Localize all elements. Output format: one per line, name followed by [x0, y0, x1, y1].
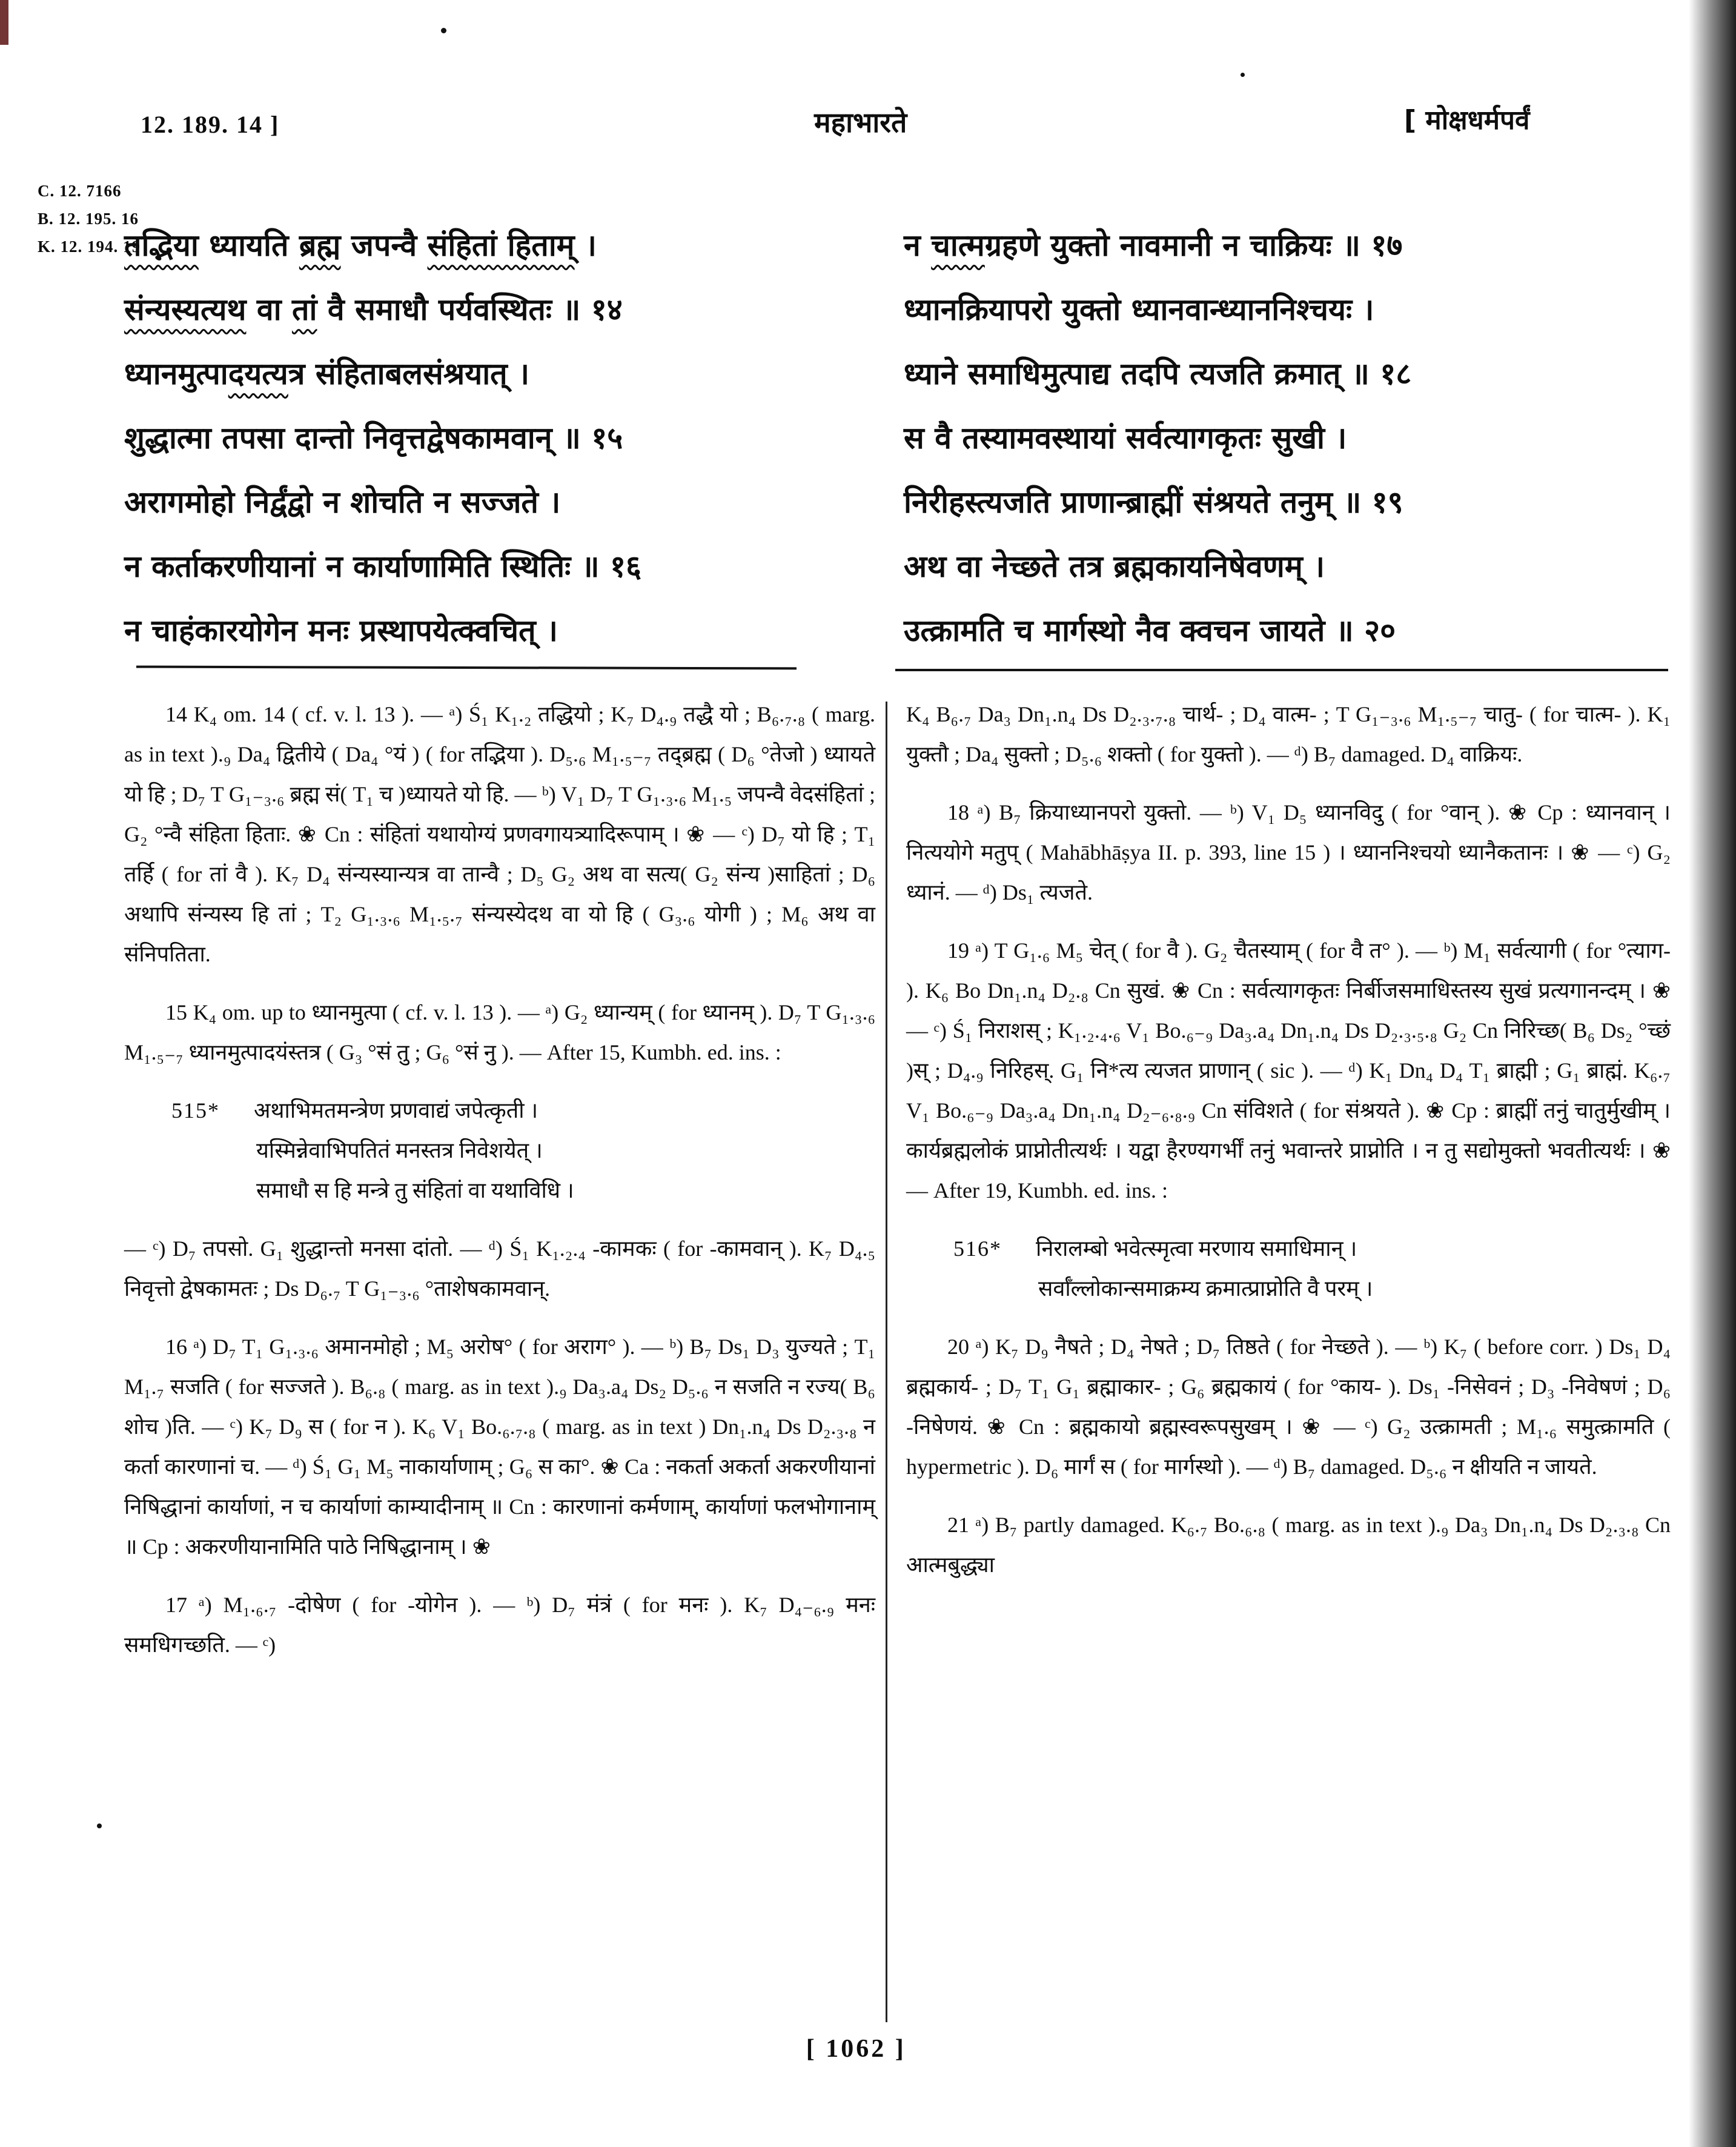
inserted-verse-line [124, 1130, 875, 1170]
verse-left-line [124, 277, 893, 342]
inserted-verse-text: सर्वाँल्लोकान्समाक्रम्य क्रमात्प्राप्नोति वै परम् । [1038, 1276, 1373, 1301]
verse-left-line [124, 599, 893, 663]
margin-ref-c: C. 12. 7166 [38, 182, 122, 200]
scan-speck [1241, 73, 1245, 77]
verse-text: स वै तस्यामवस्थायां सर्वत्यागकृतः सुखी । [904, 420, 1347, 456]
apparatus-entry-19: 19 ᵃ) T G₁.₆ M₅ चेत् ( for वै ). G₂ चैतस्याम् ( for वै त° ). — ᵇ) M₁ सर्वत्यागी ( for °त्याग- ). K₆ Bo Dn₁.n₄ D₂.₈ Cn सुखं. ❀ Cn : सर्वत्यागकृतः निर्बीजसमाधिस्तस्य सुखं प्रत्यगानन्दम् । ❀ — ᶜ) Ś₁ निराशस् ; K₁.₂.₄.₆ V₁ Bo.₆₋₉ Da₃.a₄ Dn₁.n₄ Ds D₂.₃.₅.₈ G₂ Cn निरिच्छ( B₆ Ds₂ °च्छं )स् ; D₄.₉ निरिहस्. G₁ नि*त्य त्यजत प्राणान् ( sic ). — ᵈ) K₁ Dn₄ D₄ T₁ ब्राह्मी ; G₁ ब्राह्मं. K₆.₇ V₁ Bo.₆₋₉ Da₃.a₄ Dn₁.n₄ D₂₋₆.₈.₉ Cn संविशते ( for संश्रयते ). ❀ Cp : ब्राह्मीं तनुं चातुर्मुखीम् । कार्यब्रह्मलोकं प्राप्नोतीत्यर्थः । यद्वा हैरण्यगर्भीं तनुं भवान्तरे प्राप्नोति । न तु सद्योमुक्तो भवतीत्यर्थः । ❀ — After 19, Kumbh. ed. ins. : [906, 938, 1671, 1203]
verse-left-line [124, 470, 893, 534]
verse-text: अथ वा नेच्छते तत्र ब्रह्मकायनिषेवणम् । [904, 549, 1325, 584]
verse-text: जपन्वै [340, 228, 428, 263]
verse-text: वा [246, 292, 293, 327]
verse-text: ग्रहणे युक्तो नावमानी न चाक्रियः ॥ १७ [984, 228, 1403, 263]
verse-text: त्र संहिताबलसंश्रयात् । [288, 356, 530, 391]
verse-left-line [124, 213, 893, 277]
verse-left-line [124, 534, 893, 599]
apparatus-separator-rule-right [895, 669, 1668, 671]
inserted-verse-line [906, 1229, 1671, 1269]
variant-marked-word: ब्रह्म [299, 228, 341, 263]
verse-right-line [904, 406, 1697, 470]
inserted-verse-515 [124, 1090, 875, 1210]
apparatus-entry-20: 20 ᵃ) K₇ D₉ नैषते ; D₄ नेषते ; D₇ तिष्ठते ( for नेच्छते ). — ᵇ) K₇ ( before corr. ) Ds₁ D₄ ब्रह्मकार्य- ; D₇ T₁ G₁ ब्रह्माकार- ; G₆ ब्रह्मकायं ( for °काय- ). Ds₁ -निसेवनं ; D₃ -निवेषणं ; D₆ -निषेणयं. ❀ Cn : ब्रह्मकायो ब्रह्मस्वरूपसुखम् । ❀ — ᶜ) G₂ उत्क्रामती ; M₁.₆ समुत्क्रामति ( hypermetric ). D₆ मार्गं स ( for मार्गस्थो ). — ᵈ) B₇ damaged. D₅.₆ न क्षीयति न जायते. [906, 1335, 1671, 1479]
scan-speck [441, 28, 446, 33]
verse-column-left [124, 213, 893, 663]
verse-text: न [904, 228, 932, 263]
scan-speck [97, 1823, 102, 1828]
page-number: [ 1062 ] [806, 2035, 906, 2063]
verse-right-line [904, 534, 1697, 599]
verse-text: ध्यानक्रियापरो युक्तो ध्यानवान्ध्याननिश्चयः । [904, 292, 1374, 327]
inserted-verse-line [124, 1090, 875, 1130]
verse-text: निरीहस्त्यजति प्राणान्ब्राह्मीं संश्रयते तनुम् ॥ १९ [904, 485, 1403, 520]
variant-marked-word: चात्म [931, 228, 985, 263]
verse-left-line [124, 342, 893, 406]
verse-left-line [124, 406, 893, 470]
verse-text: शुद्धात्मा तपसा दान्तो निवृत्तद्वेषकामवान् ॥ १५ [124, 420, 623, 456]
inserted-verse-text: यस्मिन्नेवाभिपतितं मनस्तत्र निवेशयेत् । [256, 1138, 543, 1163]
verse-text: ध्यायति [198, 228, 299, 263]
header-parvan-title: [ मोक्षधर्मपर्वं [1404, 105, 1530, 136]
verse-text: ध्याने समाधिमुत्पाद्य तदपि त्यजति क्रमात् ॥ १८ [904, 356, 1412, 391]
apparatus-entry-16: 16 ᵃ) D₇ T₁ G₁.₃.₆ अमानमोहो ; M₅ अरोष° ( for अराग° ). — ᵇ) B₇ Ds₁ D₃ युज्यते ; T₁ M₁.₇ सजति ( for सज्जते ). B₆.₈ ( marg. as in text ).₉ Da₃.a₄ Ds₂ D₅.₆ न सजति न रज्य( B₆ शोच )ति. — ᶜ) K₇ D₉ स ( for न ). K₆ V₁ Bo.₆.₇.₈ ( marg. as in text ) Dn₁.n₄ Ds D₂.₃.₈ न कर्ता कारणानां च. — ᵈ) Ś₁ G₁ M₅ नाकार्याणाम् ; G₆ स का°. ❀ Ca : नकर्ता अकर्ता अकरणीयानां निषिद्धानां कार्याणां, न च कार्याणां काम्यादीनाम् ॥ Cn : कारणानां कर्मणाम्, कार्याणां फलभोगानाम् ॥ Cp : अकरणीयानामिति पाठे निषिद्धानाम् । ❀ [124, 1335, 875, 1559]
inserted-verse-line [906, 1269, 1671, 1309]
variant-marked-word: तद्भिया [124, 228, 199, 263]
verse-right-line [904, 342, 1697, 406]
inserted-verse-label: 516* [953, 1236, 1002, 1261]
verse-column-right [904, 213, 1697, 663]
apparatus-entry-14: 14 K₄ om. 14 ( cf. v. l. 13 ). — ᵃ) Ś₁ K₁.₂ तद्धियो ; K₇ D₄.₉ तद्धै यो ; B₆.₇.₈ ( marg. as in text ).₉ Da₄ द्वितीये ( Da₄ °यं ) ( for तद्भिया ). D₅.₆ M₁.₅₋₇ तद्ब्रह्म ( D₆ °तेजो ) ध्यायते यो हि ; D₇ T G₁₋₃.₆ ब्रह्म सं( T₁ च )ध्यायते यो हि. — ᵇ) V₁ D₇ T G₁.₃.₆ M₁.₅ जपन्वै वेदसंहितां ; G₂ °न्वै संहिता हिताः. ❀ Cn : संहितां यथायोग्यं प्रणवगायत्र्यादिरूपाम् । ❀ — ᶜ) D₇ यो हि ; T₁ तर्हि ( for तां वै ). K₇ D₄ संन्यस्यान्यत्र वा तान्वै ; D₅ G₂ अथ वा सत्य( G₂ संन्य )साहितां ; D₆ अथापि संन्यस्य हि तां ; T₂ G₁.₃.₆ M₁.₅.₇ संन्यस्येदथ वा यो हि ( G₃.₆ योगी ) ; M₆ अथ वा संनिपतिता. [124, 702, 875, 966]
scan-edge-mark [0, 0, 8, 45]
inserted-verse-text: समाधौ स हि मन्त्रे तु संहितां वा यथाविधि । [256, 1178, 574, 1203]
header-book-title: महाभारते [814, 106, 907, 139]
verse-text: उत्क्रामति च मार्गस्थो नैव क्वचन जायते ॥ २० [904, 613, 1396, 648]
apparatus-column-divider [886, 702, 887, 2022]
verse-right-line [904, 470, 1697, 534]
inserted-verse-text: निरालम्बो भवेत्स्मृत्वा मरणाय समाधिमान् । [1036, 1236, 1357, 1261]
apparatus-entry-17-continuation: K₄ B₆.₇ Da₃ Dn₁.n₄ Ds D₂.₃.₇.₈ चार्थ- ; D₄ वात्म- ; T G₁₋₃.₆ M₁.₅₋₇ चातु- ( for चात्म- ). K₁ युक्तौ ; Da₄ सुक्तो ; D₅.₆ शक्तो ( for युक्तो ). — ᵈ) B₇ damaged. D₄ वाक्रियः. [906, 702, 1671, 766]
variant-marked-word: दयत्य [228, 356, 288, 391]
verse-right-line [904, 599, 1697, 663]
variant-marked-word: तां [292, 292, 317, 327]
inserted-verse-label: 515* [171, 1098, 220, 1123]
apparatus-column-right [906, 694, 1671, 1585]
verse-right-line [904, 277, 1697, 342]
apparatus-separator-rule-left [136, 666, 797, 670]
verse-text: न चाहंकारयोगेन मनः प्रस्थापयेत्क्वचित् । [124, 613, 558, 648]
apparatus-entry-15: 15 K₄ om. up to ध्यानमुत्पा ( cf. v. l. 13 ). — ᵃ) G₂ ध्यान्यम् ( for ध्यानम् ). D₇ T G₁.₃.₆ M₁.₅₋₇ ध्यानमुत्पादयंस्तत्र ( G₃ °सं तु ; G₆ °सं नु ). — After 15, Kumbh. ed. ins. : [124, 1000, 875, 1064]
verse-text: वै समाधौ पर्यवस्थितः ॥ १४ [317, 292, 623, 327]
apparatus-entry-17: 17 ᵃ) M₁.₆.₇ -दोषेण ( for -योगेन ). — ᵇ) D₇ मंत्रं ( for मनः ). K₇ D₄₋₆.₉ मनः समधिगच्छति. — ᶜ) [124, 1593, 875, 1657]
inserted-verse-516 [906, 1229, 1671, 1309]
margin-ref-b: B. 12. 195. 16 [38, 210, 139, 228]
verse-right-line [904, 213, 1697, 277]
scan-gutter-shadow [1689, 0, 1736, 2147]
verse-text: । [574, 228, 597, 263]
verse-text: ध्यानमुत्पा [124, 356, 228, 391]
inserted-verse-text: अथाभिमतमन्त्रेण प्रणवाद्यं जपेत्कृती । [254, 1098, 538, 1123]
inserted-verse-line [124, 1170, 875, 1210]
margin-ref-k: K. 12. 194. 19 [38, 237, 141, 256]
apparatus-column-left [124, 694, 875, 1665]
verse-text: अरागमोहो निर्द्वंद्वो न शोचति न सज्जते । [124, 485, 561, 520]
apparatus-entry-21: 21 ᵃ) B₇ partly damaged. K₆.₇ Bo.₆.₈ ( marg. as in text ).₉ Da₃ Dn₁.n₄ Ds D₂.₃.₈ Cn आत्मबुद्ध्या [906, 1513, 1671, 1577]
variant-marked-word: संहितां हिताम् [427, 228, 575, 263]
apparatus-entry-15-continuation: — ᶜ) D₇ तपसो. G₁ शुद्धान्तो मनसा दांतो. — ᵈ) Ś₁ K₁.₂.₄ -कामकः ( for -कामवान् ). K₇ D₄.₅ निवृत्तो द्वेषकामतः ; Ds D₆.₇ T G₁₋₃.₆ °ताशेषकामवान्. [124, 1236, 875, 1301]
verse-text: न कर्ताकरणीयानां न कार्याणामिति स्थितिः ॥ १६ [124, 549, 641, 584]
header-verse-ref: 12. 189. 14 ] [141, 111, 280, 138]
variant-marked-word: संन्यस्यत्यथ [124, 292, 247, 327]
apparatus-entry-18: 18 ᵃ) B₇ क्रियाध्यानपरो युक्तो. — ᵇ) V₁ D₅ ध्यानविदु ( for °वान् ). ❀ Cp : ध्यानवान् । नित्ययोगे मतुप् ( Mahābhāṣya II. p. 393, line 15 ) । ध्याननिश्चयो ध्यानैकतानः । ❀ — ᶜ) G₂ ध्यानं. — ᵈ) Ds₁ त्यजते. [906, 800, 1671, 904]
